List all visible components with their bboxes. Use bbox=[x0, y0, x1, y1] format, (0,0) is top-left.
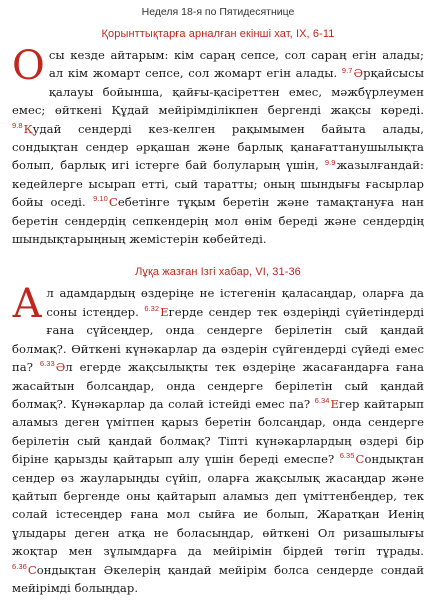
reading-text: ондықтан сендер өз жауларыңды сүйіп, оларға жақсылық жасаңдар және қайтып бергенде оны қайтарып аламыз деп үміттенбеңдер, тек солай істесеңдер ғана мол сыйға ие болып, Жаратқан Иенің ұлыдары деген атқа не боласыңдар, өйткені Ол ризашылығы жоқтар мен зұлымдарға да мейірімін бірдей төгіп тұрады. bbox=[12, 452, 424, 559]
verse-number: 9.10 bbox=[93, 194, 108, 204]
verse-number: 6.32 bbox=[144, 304, 160, 314]
verse-initial: Е bbox=[160, 304, 169, 319]
verse-initial: С bbox=[27, 562, 37, 577]
running-head: Неделя 18-я по Пятидесятнице bbox=[141, 6, 295, 18]
reading-text: л егерде жақсылықты тек өздеріңе жасағандарға ғана жасайтын болсаңдар, онда сендерге берілетін сый қандай болмақ?. Күнәкарлар да солай істейді емес па? bbox=[12, 360, 424, 411]
reading-text: удай сендерді кез-келген рақымымен байыта алады, сондықтан сендер әрқашан және барлық қанағаттанушылықта болып, барлық игі істерге бай болуларың үшін, bbox=[12, 121, 424, 173]
reading-text: рқайсысы қалауы бойынша, қайғы-қасіреттен емес, мәжбүрлеумен емес; өйткені Құдай мейірімділікпен бергенді жақсы көреді. bbox=[12, 66, 424, 118]
verse-number: 9.8 bbox=[12, 120, 23, 130]
epistle-dropcap: О bbox=[12, 43, 45, 89]
verse-initial: Қ bbox=[23, 121, 33, 136]
reading-text: л адамдардың өздеріңе не істегенін қаласаңдар, оларға да соны істеңдер. bbox=[46, 286, 424, 319]
reading-text: сы кезде айтарым: кім сараң сепсе, сол сараң егін алады; ал кім жомарт сепсе, сол жомарт егін алады. bbox=[48, 48, 424, 81]
gospel-dropcap: А bbox=[12, 281, 43, 328]
gospel-text bbox=[12, 281, 424, 597]
gospel-title: Лұқа жазған Ізгі хабар, VI, 31-36 bbox=[135, 266, 301, 279]
verse-number: 6.34 bbox=[314, 396, 330, 406]
verse-initial: Е bbox=[330, 396, 339, 411]
verse-initial: Ә bbox=[55, 360, 66, 375]
verse-initial: Ә bbox=[353, 66, 364, 81]
epistle-text bbox=[12, 43, 424, 248]
reading-text: герде сендер тек өздеріңді сүйетіндерді ғана сүйсеңдер, онда сендерге берілетін сый қандай болмақ?. Өйткені күнәкарлар да өздерін сүйгендерді сүйеді емес па? bbox=[12, 304, 424, 375]
verse-number: 6.33 bbox=[39, 359, 55, 369]
epistle-title: Қорынттықтарға арналған екінші хат, IX, 6-11 bbox=[101, 28, 335, 40]
verse-number: 9.7 bbox=[341, 65, 353, 75]
verse-number: 6.35 bbox=[339, 451, 355, 461]
verse-initial: С bbox=[108, 195, 118, 210]
verse-number: 9.9 bbox=[324, 157, 336, 167]
reading-text: гер кайтарып аламыз деген үмітпен қарыз беретін болсаңдар, онда сендерге берілетін сый қандай болмақ? Тіпті күнәкарлардың өздері бір біріне қарызды қайтарып алу үшін береді емеспе? bbox=[12, 396, 424, 467]
reading-text: ебетінге тұқым беретін және тамақтануға нан беретін сендердің сепкендерің мол өнім береді және сендердің шындықтарыңның жемістерін көбейтеді. bbox=[12, 195, 424, 247]
verse-number: 6.36 bbox=[12, 561, 27, 571]
reading-text: жазылғандай: кедейлерге ысырап етті, сый таратты; оның шындығы ғасырлар бойы оседі. bbox=[12, 158, 424, 210]
reading-text: ондықтан Әкелерің қандай мейірім болса сендерде сондай мейірімді болыңдар. bbox=[12, 562, 424, 595]
verse-initial: С bbox=[355, 452, 365, 467]
